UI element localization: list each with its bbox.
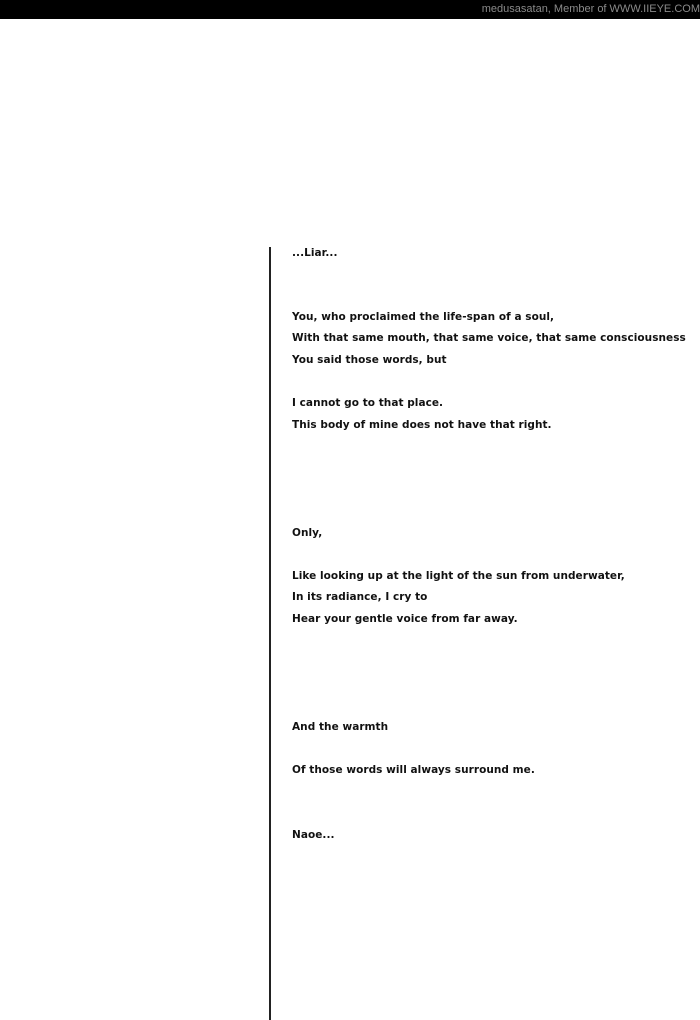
poem-line: Naoe... bbox=[292, 829, 335, 841]
poem-line: Only, bbox=[292, 527, 323, 539]
poem-line: Hear your gentle voice from far away. bbox=[292, 613, 518, 625]
poem-line: Of those words will always surround me. bbox=[292, 764, 535, 776]
top-bar bbox=[0, 0, 700, 19]
poem-line: In its radiance, I cry to bbox=[292, 591, 428, 603]
vertical-divider-line bbox=[269, 247, 271, 1020]
poem-line: You said those words, but bbox=[292, 354, 447, 366]
poem-line: This body of mine does not have that right. bbox=[292, 419, 552, 431]
scanlation-credit: medusasatan, Member of WWW.IIEYE.COM bbox=[481, 3, 700, 15]
poem-line: Like looking up at the light of the sun from underwater, bbox=[292, 570, 625, 582]
poem-line: With that same mouth, that same voice, that same consciousness bbox=[292, 332, 686, 344]
poem-line: ...Liar... bbox=[292, 247, 338, 259]
poem-line: You, who proclaimed the life-span of a soul, bbox=[292, 311, 555, 323]
poem-line: And the warmth bbox=[292, 721, 389, 733]
poem-line: I cannot go to that place. bbox=[292, 397, 444, 409]
